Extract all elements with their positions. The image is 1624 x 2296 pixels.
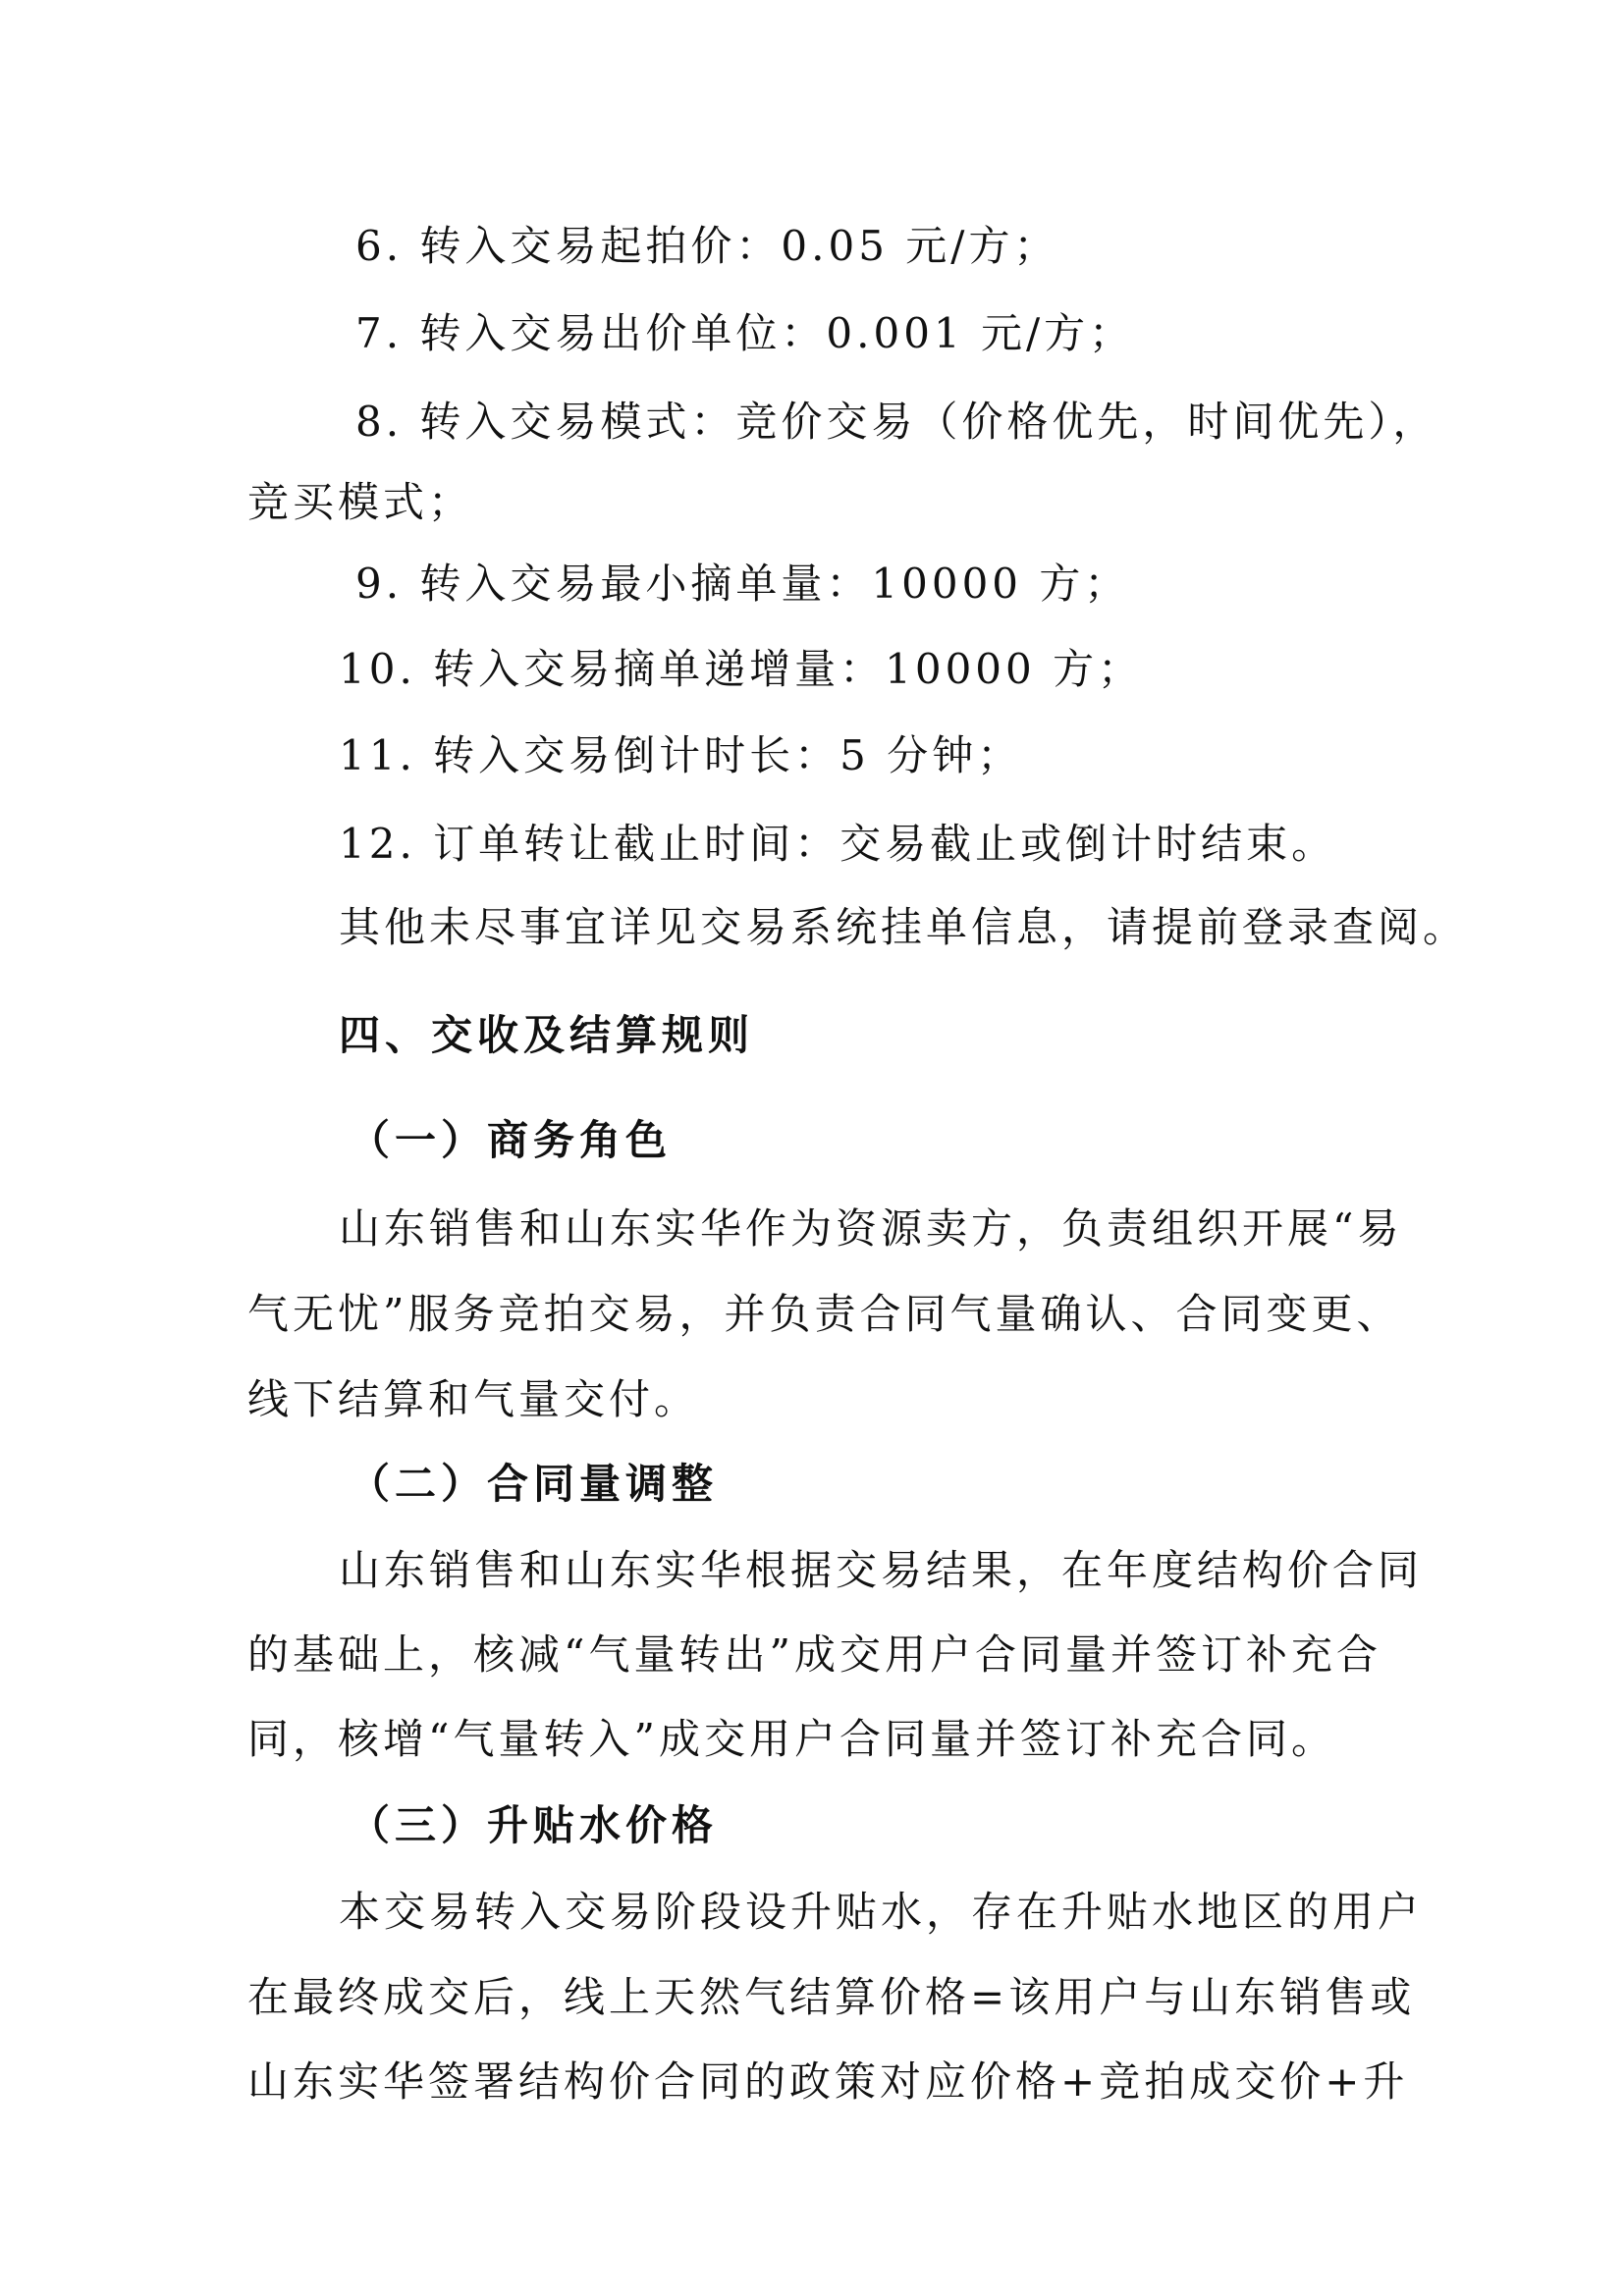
sub1-para-line-1: 山东销售和山东实华作为资源卖方，负责组织开展“易: [339, 1204, 1403, 1253]
sub3-para-line-2: 在最终成交后，线上天然气结算价格=该用户与山东销售或: [247, 1973, 1416, 2021]
subsection-heading-3: （三）升贴水价格: [349, 1801, 719, 1849]
sub2-para-line-3: 同，核增“气量转入”成交用户合同量并签订补充合同。: [247, 1715, 1336, 1763]
sub2-para-line-1: 山东销售和山东实华根据交易结果，在年度结构价合同: [339, 1546, 1424, 1594]
rule-item-8-continued: 竞买模式；: [247, 478, 474, 526]
subsection-heading-2: （二）合同量调整: [349, 1460, 719, 1508]
rule-item-7: 7. 转入交易出价单位：0.001 元/方；: [355, 309, 1135, 357]
rule-item-6: 6. 转入交易起拍价：0.05 元/方；: [355, 222, 1059, 270]
sub3-para-line-3: 山东实华签署结构价合同的政策对应价格+竞拍成交价+升: [247, 2057, 1409, 2106]
sub2-para-line-2: 的基础上，核减“气量转出”成交用户合同量并签订补充合: [247, 1630, 1381, 1679]
rule-item-10: 10. 转入交易摘单递增量：10000 方；: [339, 645, 1144, 693]
other-matters-note: 其他未尽事宜详见交易系统挂单信息，请提前登录查阅。: [339, 903, 1469, 951]
rule-item-11: 11. 转入交易倒计时长：5 分钟；: [339, 731, 1023, 779]
subsection-heading-1: （一）商务角色: [349, 1116, 673, 1164]
rule-item-8: 8. 转入交易模式：竞价交易（价格优先，时间优先），: [355, 398, 1438, 446]
section-heading-4: 四、交收及结算规则: [339, 1011, 755, 1059]
sub1-para-line-3: 线下结算和气量交付。: [247, 1375, 700, 1423]
rule-item-9: 9. 转入交易最小摘单量：10000 方；: [355, 560, 1130, 608]
rule-item-12: 12. 订单转让截止时间：交易截止或倒计时结束。: [339, 820, 1337, 868]
sub3-para-line-1: 本交易转入交易阶段设升贴水，存在升贴水地区的用户: [339, 1888, 1424, 1936]
sub1-para-line-2: 气无忧”服务竞拍交易，并负责合同气量确认、合同变更、: [247, 1290, 1402, 1338]
